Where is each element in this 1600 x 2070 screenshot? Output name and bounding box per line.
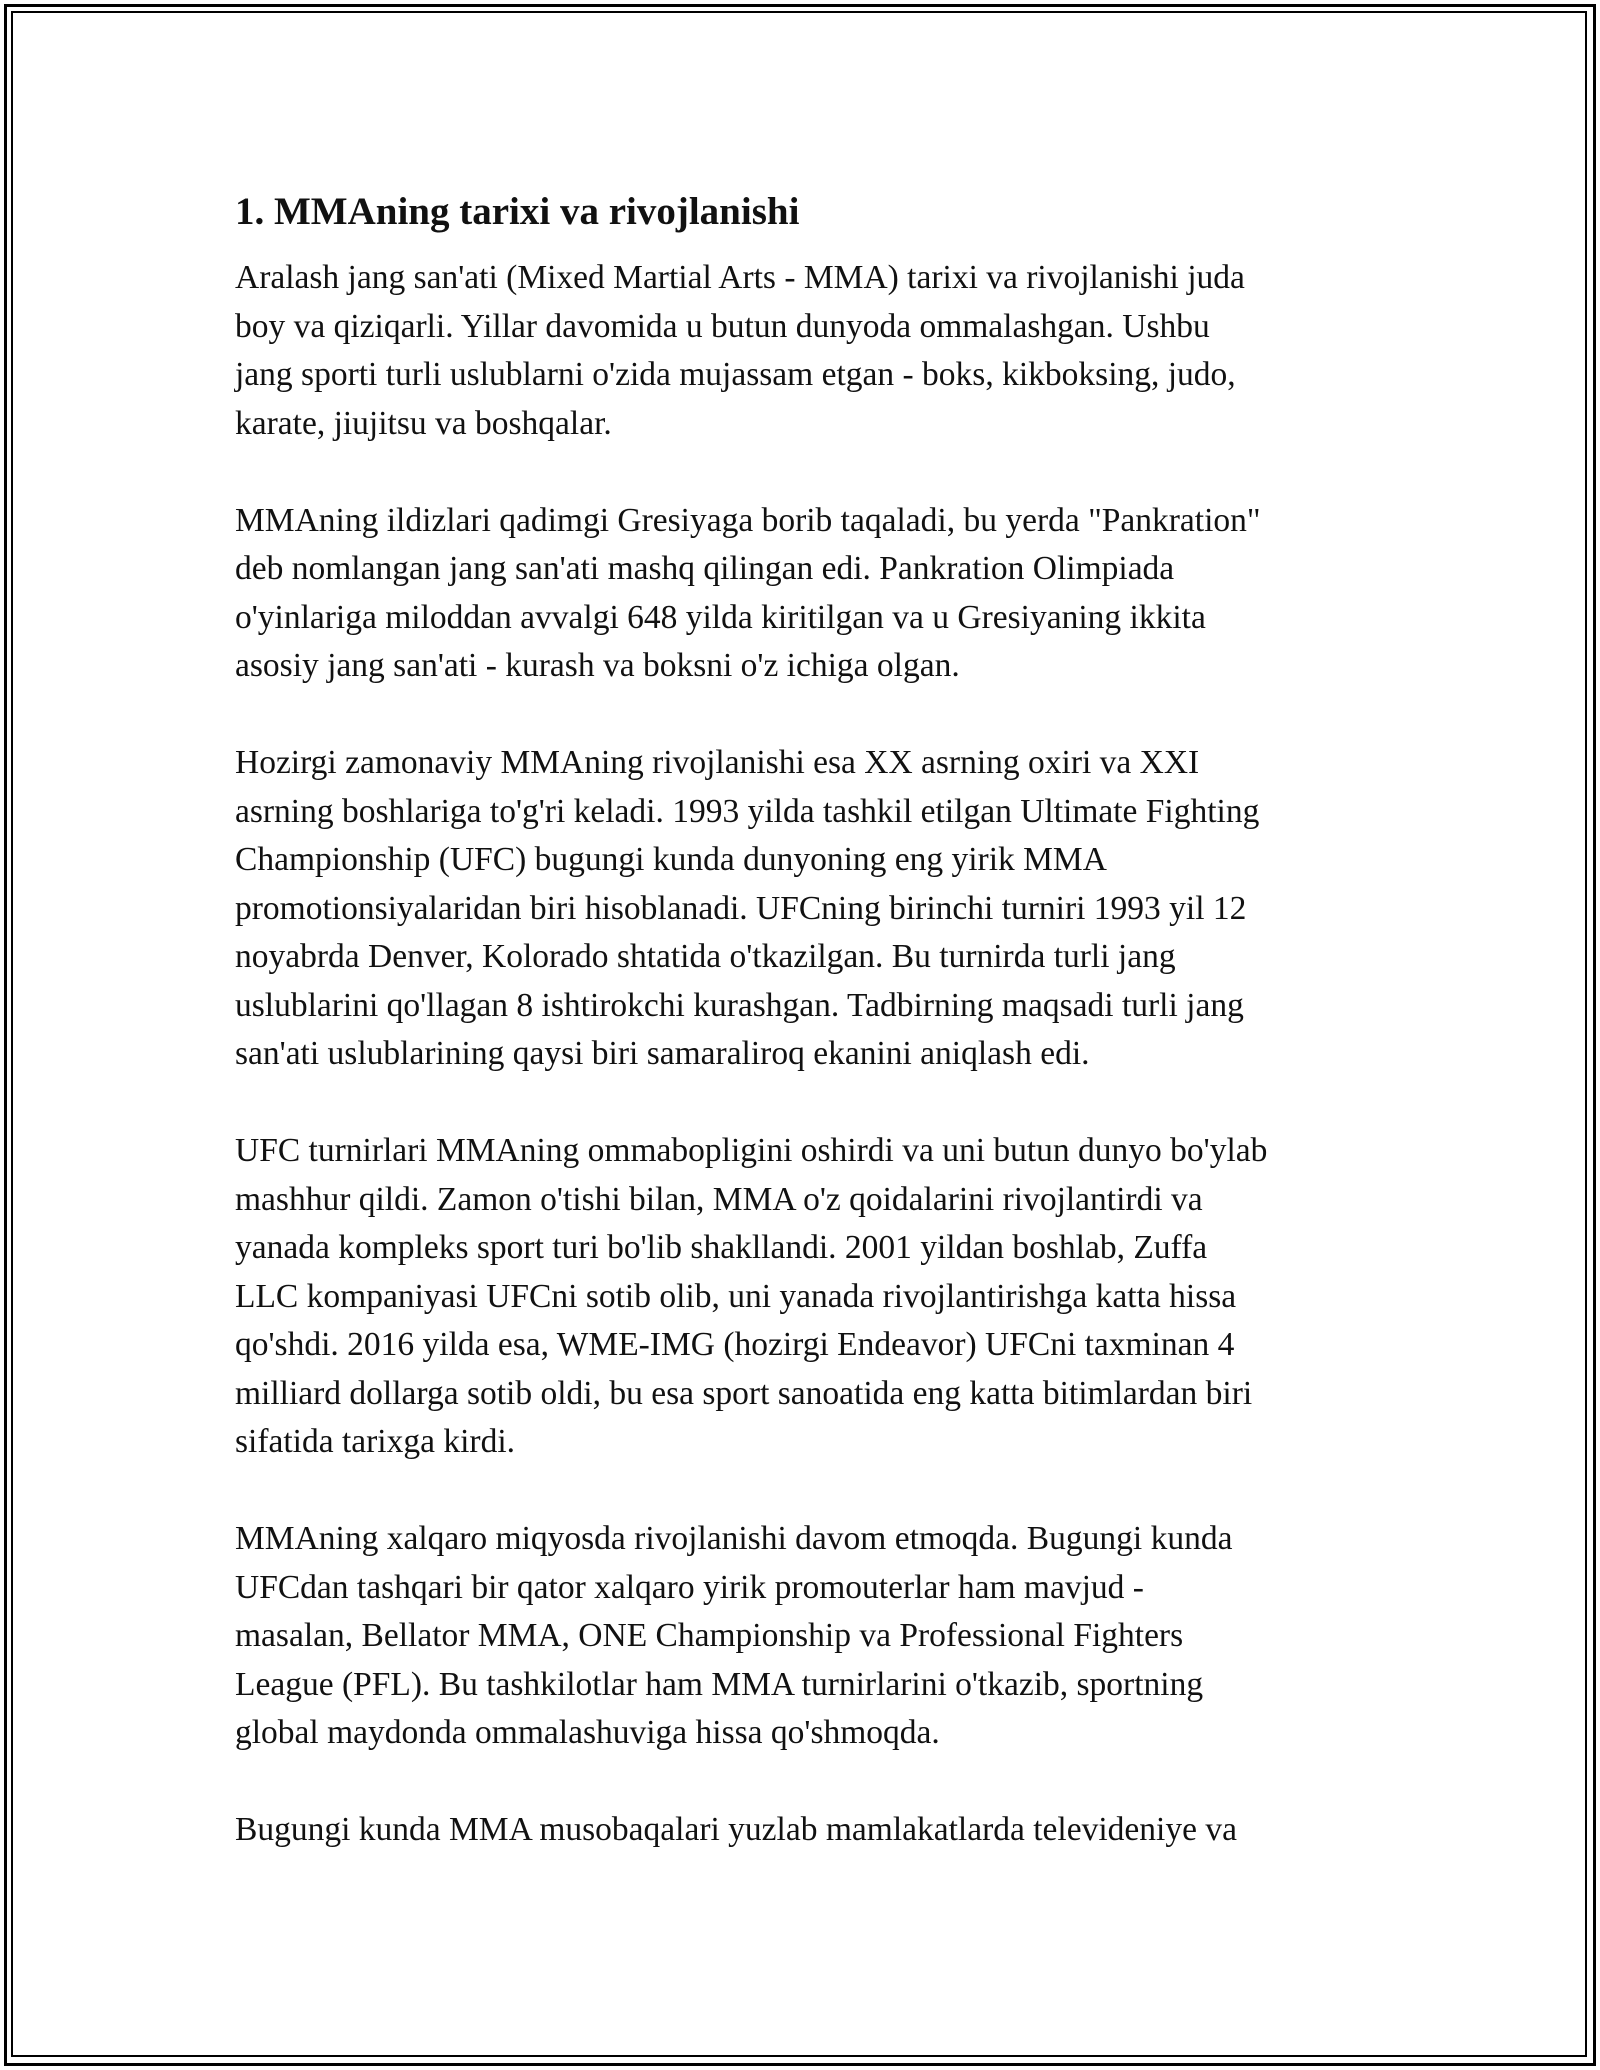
- paragraph-ufc-popularity: UFC turnirlari MMAning ommabopligini oshirdi va uni butun dunyo bo'ylab mashhur qildi. Zamon o'tishi bilan, MMA o'z qoidalarini rivojlantirdi va yanada kompleks sport turi bo'lib shakllandi. 2001 yildan boshlab, Zuffa LLC kompaniyasi UFCni sotib olib, uni yanada rivojlantirishga katta hissa qo'shdi. 2016 yilda esa, WME-IMG (hozirgi Endeavor) UFCni taxminan 4 milliard dollarga sotib oldi, bu esa sport sanoatida eng katta bitimlardan biri sifatida tarixga kirdi.: [235, 1132, 1268, 1460]
- section-heading: 1. MMAning tarixi va rivojlanishi: [235, 190, 800, 233]
- paragraph-pankration: MMAning ildizlari qadimgi Gresiyaga borib taqaladi, bu yerda "Pankration" deb nomlangan jang san'ati mashq qilingan edi. Pankration Olimpiada o'yinlariga miloddan avvalgi 648 yilda kiritilgan va u Gresiyaning ikkita asosiy jang san'ati - kurash va boksni o'z ichiga olgan.: [235, 501, 1261, 684]
- paragraph-today: Bugungi kunda MMA musobaqalari yuzlab mamlakatlarda televideniye va: [235, 1811, 1237, 1848]
- paragraph-origins-intro: Aralash jang san'ati (Mixed Martial Arts - MMA) tarixi va rivojlanishi juda boy va qiziqarli. Yillar davomida u butun dunyoda ommalashgan. Ushbu jang sporti turli uslublarni o'zida mujassam etgan - boks, kikboksing, judo, karate, jiujitsu va boshqalar.: [235, 259, 1245, 442]
- document-body: [235, 186, 1370, 1903]
- paragraph-modern-ufc: Hozirgi zamonaviy MMAning rivojlanishi esa XX asrning oxiri va XXI asrning boshlariga to'g'ri keladi. 1993 yilda tashkil etilgan Ultimate Fighting Championship (UFC) bugungi kunda dunyoning eng yirik MMA promotionsiyalaridan biri hisoblanadi. UFCning birinchi turniri 1993 yil 12 noyabrda Denver, Kolorado shtatida o'tkazilgan. Bu turnirda turli jang uslublarini qo'llagan 8 ishtirokchi kurashgan. Tadbirning maqsadi turli jang san'ati uslublarining qaysi biri samaraliroq ekanini aniqlash edi.: [235, 744, 1260, 1072]
- paragraph-international: MMAning xalqaro miqyosda rivojlanishi davom etmoqda. Bugungi kunda UFCdan tashqari bir qator xalqaro yirik promouterlar ham mavjud - masalan, Bellator MMA, ONE Championship va Professional Fighters League (PFL). Bu tashkilotlar ham MMA turnirlarini o'tkazib, sportning global maydonda ommalashuviga hissa qo'shmoqda.: [235, 1520, 1233, 1751]
